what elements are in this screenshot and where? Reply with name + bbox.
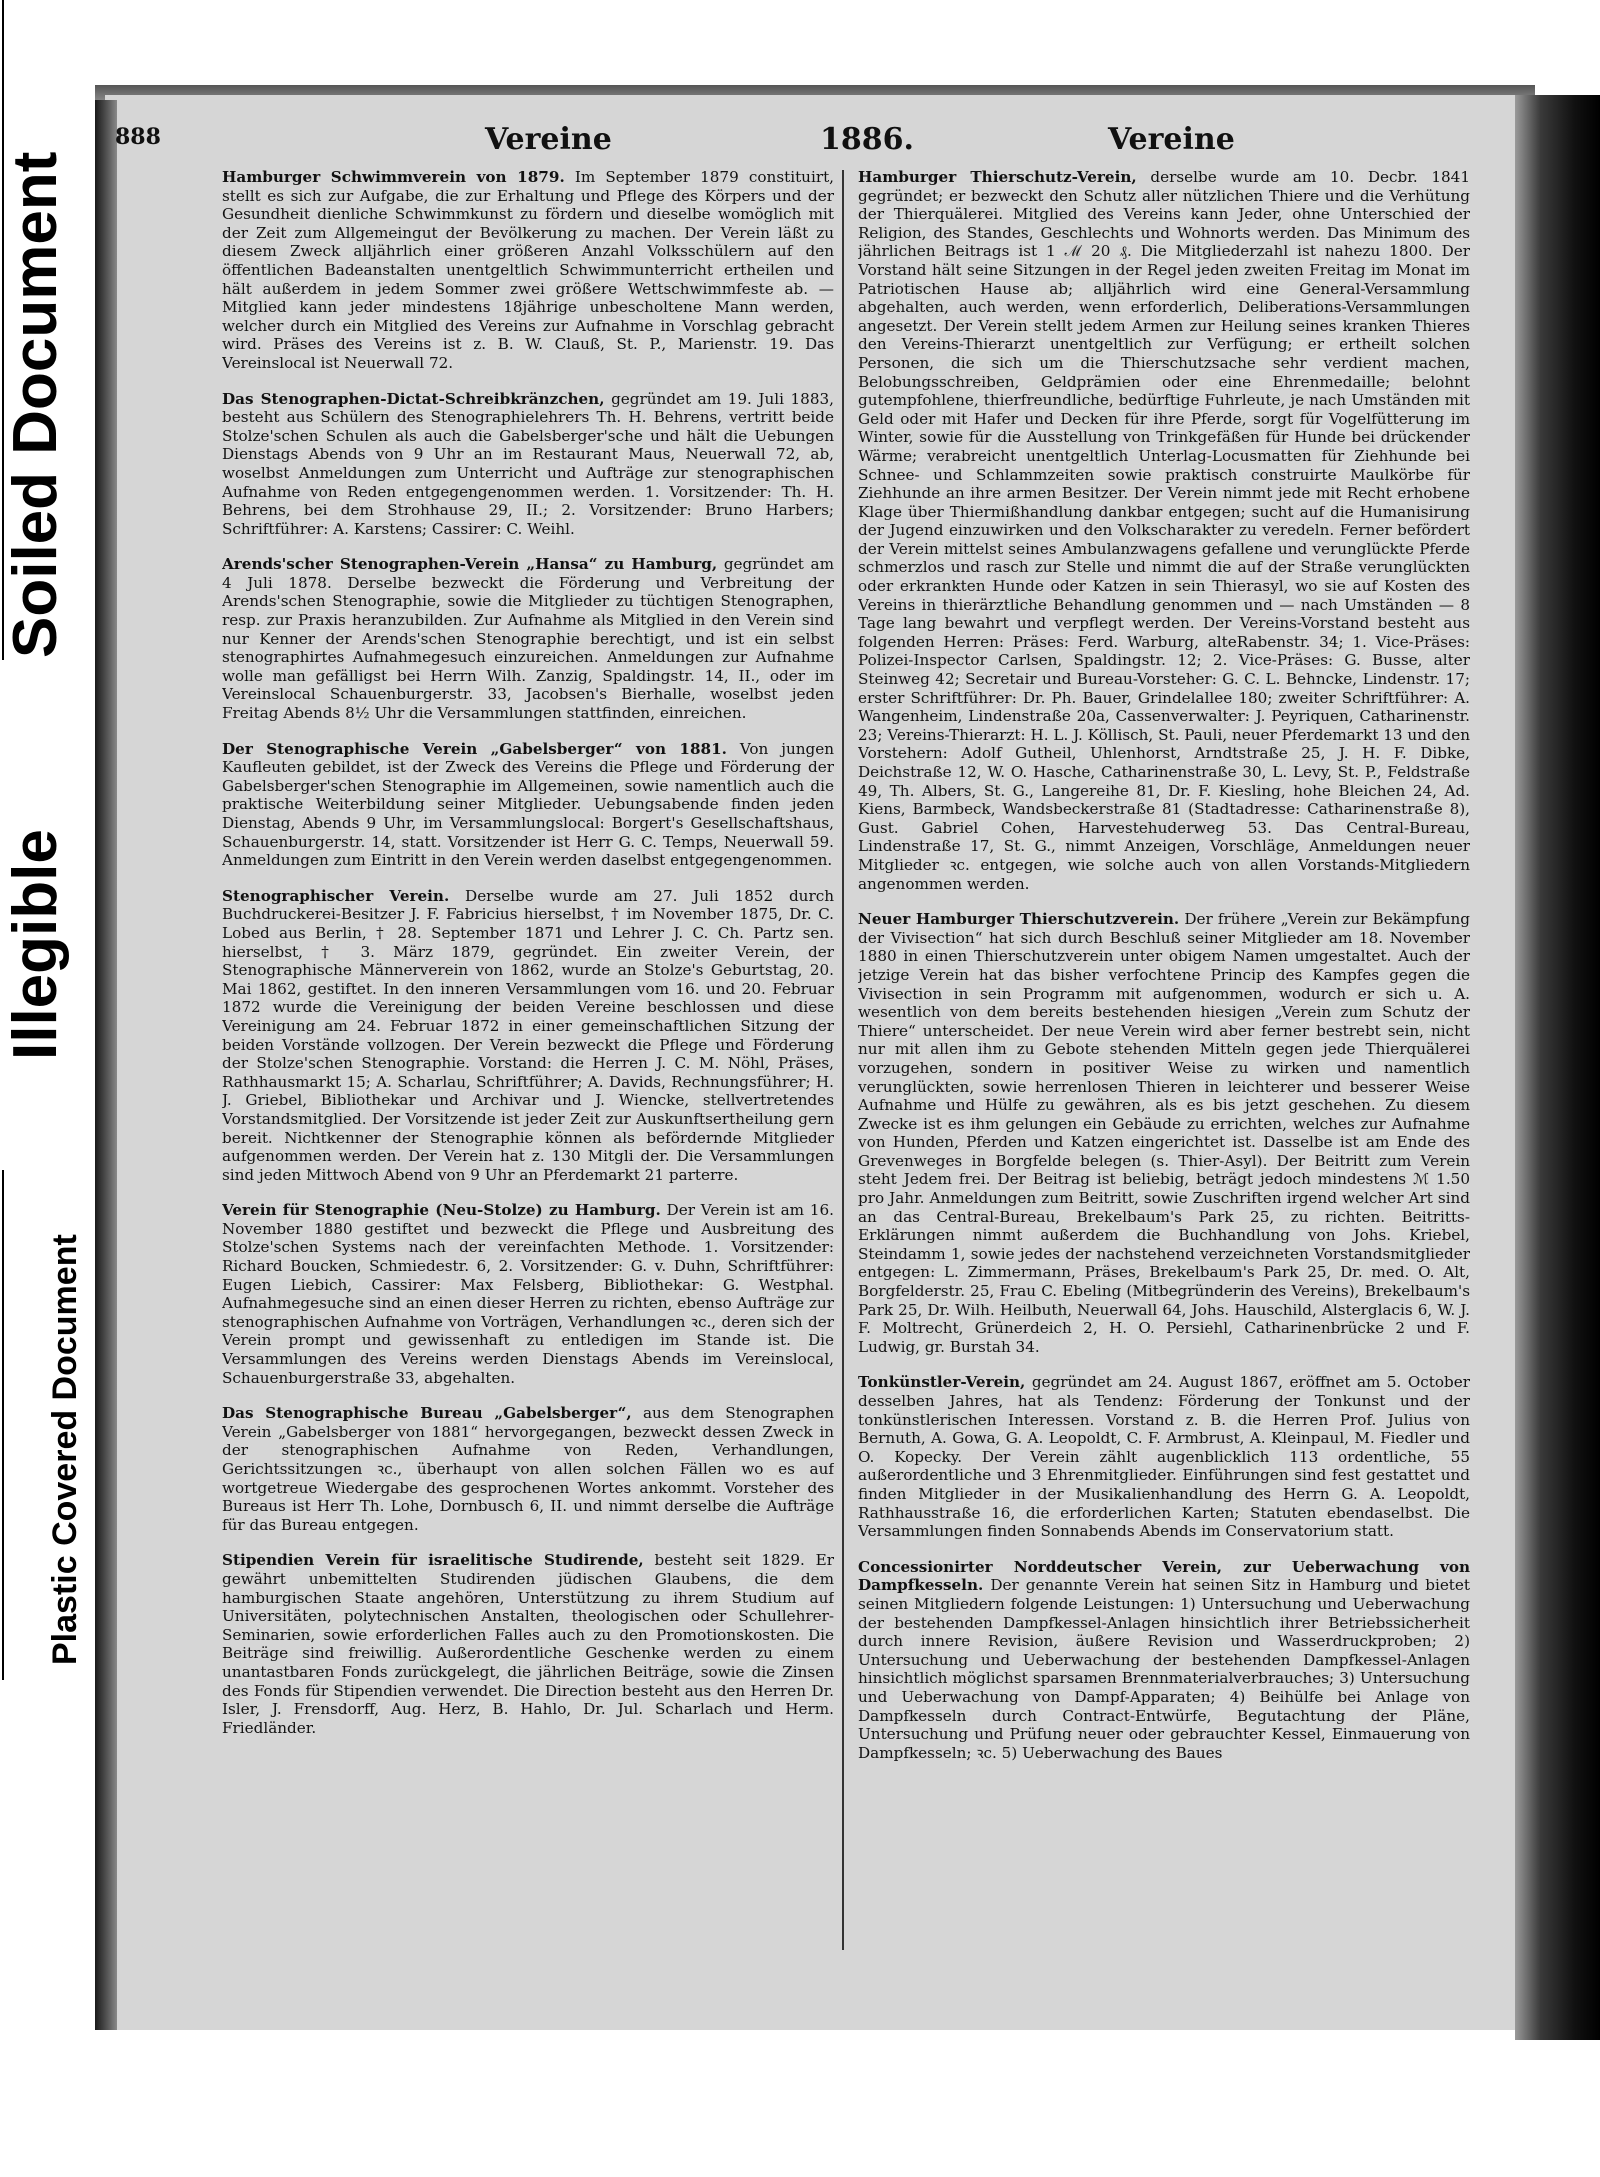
entry-body: aus dem Stenographen Verein „Gabelsberger von 1881“ hervorgegangen, bezweckt dessen Zweck in der stenographischen Aufnahme von Reden, Verhandlungen, Gerichtssitzungen ꝛc., überhaupt von allen solchen Fällen wo es auf wortgetreue Wiedergabe des gesprochenen Wortes ankommt. Vorsteher des Bureaus ist Herr Th. Lohe, Dornbusch 6, II. und nimmt derselbe die Aufträge für das Bureau entgegen. bbox=[222, 1404, 834, 1534]
entry bbox=[858, 1373, 1470, 1540]
running-head-right: Vereine bbox=[1108, 122, 1235, 157]
running-head-left: Vereine bbox=[485, 122, 612, 157]
entry bbox=[222, 168, 834, 373]
entry bbox=[222, 555, 834, 722]
left-column bbox=[222, 168, 834, 1963]
stamp-strip bbox=[0, 0, 95, 2177]
entry bbox=[222, 887, 834, 1185]
entry bbox=[858, 168, 1470, 893]
soiled-stamp: Soiled Document bbox=[1, 151, 70, 658]
entry bbox=[222, 1404, 834, 1534]
entry-title: Das Stenographische Bureau „Gabelsberger“, bbox=[222, 1404, 632, 1423]
illegible-stamp: Illegible bbox=[1, 829, 70, 1060]
entry-body: Derselbe wurde am 27. Juli 1852 durch Buchdruckerei-Besitzer J. F. Fabricius hierselbst, † im November 1875, Dr. C. Lobed aus Berlin, † 28. September 1871 und Lehrer J. C. Ch. Partz sen. hierselbst, † 3. März 1879, gegründet. Ein zweiter Verein, der Stenographische Männerverein von 1862, wurde an Stolze's Geburtstag, 20. Mai 1862, gestiftet. In den inneren Versammlungen vom 16. und 20. Februar 1872 wurde die Vereinigung der beiden Vereine beschlossen und diese Vereinigung am 24. Februar 1872 in einer gemeinschaftlichen Sitzung der beiden Vorstände vollzogen. Der Verein bezweckt die Pflege und Förderung der Stolze'schen Stenographie. Vorstand: die Herren J. C. M. Nöhl, Präses, Rathhausmarkt 15; A. Scharlau, Schriftführer; A. Davids, Rechnungsführer; H. J. Griebel, Bibliothekar und Archivar und J. Wiencke, stellvertretendes Vorstandsmitglied. Der Vorsitzende ist jeder Zeit zur Auskunftsertheilung gern bereit. Nichtkenner der Stenographie können als befördernde Mitglieder aufgenommen werden. Der Verein hat z. 130 Mitgli der. Die Versammlungen sind jeden Mittwoch Abend von 9 Uhr an Pferdemarkt 21 parterre. bbox=[222, 886, 834, 1184]
entry bbox=[858, 1558, 1470, 1763]
entry-title: Hamburger Schwimmverein von 1879. bbox=[222, 168, 565, 186]
entry-title: Stipendien Verein für israelitische Studirende, bbox=[222, 1551, 644, 1570]
plastic-stamp: Plastic Covered Document bbox=[46, 1234, 84, 1665]
right-column bbox=[858, 168, 1470, 1963]
column-divider bbox=[842, 170, 844, 1950]
entry-body: gegründet am 24. August 1867, eröffnet am 5. October desselben Jahres, hat als Tendenz: Förderung der Tonkunst und der tonkünstlerischen Interessen. Vorstand z. B. die Herren Prof. Julius von Bernuth, A. Gowa, G. A. Leopoldt, C. F. Armbrust, A. Kleinpaul, M. Fiedler und O. Kopecky. Der Verein zählt augenblicklich 113 ordentliche, 55 außerordentliche und 3 Ehrenmitglieder. Einführungen sind fest gestattet und finden Mitglieder in der Musikalienhandlung des Herrn G. A. Leopoldt, Rathhausstraße 16, die erforderlichen Karten; Statuten ebendaselbst. Die Versammlungen finden Sonnabends Abends im Conservatorium statt. bbox=[858, 1373, 1470, 1541]
entry-title: Tonkünstler-Verein, bbox=[858, 1373, 1026, 1392]
entry-body: Der frühere „Verein zur Bekämpfung der Vivisection“ hat sich durch Beschluß seiner Mitglieder am 18. November 1880 in einen Thierschutzverein unter obigem Namen umgestaltet. Auch der jetzige Verein hat das bisher verfochtene Princip des Kampfes gegen die Vivisection in sein Programm mit aufgenommen, wodurch er sich u. A. wesentlich von dem bereits bestehenden hiesigen „Verein zum Schutz der Thiere“ unterscheidet. Der neue Verein wird aber ferner bestrebt sein, nicht nur mit allen ihm zu Gebote stehenden Mitteln gegen jede Thierquälerei vorzugehen, sondern in positiver Weise zu wirken und namentlich verunglückten, sowie herrenlosen Thieren in leichterer und besserer Weise Aufnahme und Hülfe zu gewähren, als es bis jetzt geschehen. Zu diesem Zwecke ist es ihm gelungen ein Gebäude zu errichten, welches zur Aufnahme von Hunden, Pferden und Katzen eingerichtet ist. Dasselbe ist am Ende des Grevenweges in Borgfelde belegen (s. Thier-Asyl). Der Beitritt zum Verein steht Jedem frei. Der Beitrag ist beliebig, beträgt jedoch mindestens ℳ 1.50 pro Jahr. Anmeldungen zum Beitritt, sowie Zuschriften irgend welcher Art sind an das Central-Bureau, Brekelbaum's Park 25, zu richten. Beitritts-Erklärungen nimmt außerdem die Buchhandlung von Johs. Kriebel, Steindamm 1, sowie jedes der nachstehend verzeichneten Vorstandsmitglieder entgegen: L. Zimmermann, Präses, Brekelbaum's Park 25, Dr. med. O. Alt, Borgfelderstr. 25, Frau C. Ebeling (Mitbegründerin des Vereins), Brekelbaum's Park 25, Dr. Wilh. Heilbuth, Neuerwall 64, Johs. Hauschild, Alsterglacis 6, W. J. F. Moltrecht, Grünerdeich 2, H. O. Persiehl, Catharinenbrücke 2 und F. Ludwig, gr. Burstah 34. bbox=[858, 910, 1470, 1356]
entry bbox=[222, 1551, 834, 1737]
entry-title: Der Stenographische Verein „Gabelsberger“ von 1881. bbox=[222, 739, 727, 758]
entry-title: Concessionirter Norddeutscher Verein, zur Ueberwachung von Dampfkesseln. bbox=[858, 1557, 1470, 1595]
entry-body: gegründet am 19. Juli 1883, besteht aus Schülern des Stenographielehrers Th. H. Behrens, vertritt beide Stolze'schen Schulen als auch die Gabelsberger'sche und hält die Uebungen Dienstags Abends von 9 Uhr an im Restaurant Maus, Neuerwall 72, ab, woselbst Anmeldungen zum Unterricht und Aufträge zur stenographischen Aufnahme von Reden entgegengenommen werden. 1. Vorsitzender: Th. H. Behrens, bei dem Strohhause 29, II.; 2. Vorsitzender: Bruno Harbers; Schriftführer: A. Karstens; Cassirer: C. Weihl. bbox=[222, 389, 834, 538]
entry-title: Neuer Hamburger Thierschutzverein. bbox=[858, 910, 1180, 929]
entry-body: besteht seit 1829. Er gewährt unbemittelten Studirenden jüdischen Glaubens, die dem hamburgischen Staate angehören, Unterstützung zu ihrem Studium auf Universitäten, polytechnischen Anstalten, theologischen oder Schullehrer-Seminarien, sowie erforderlichen Falles auch zu den Promotionskosten. Die Beiträge sind freiwillig. Außerordentliche Geschenke werden zu einem unantastbaren Fonds zurückgelegt, die jährlichen Beiträge, sowie die Zinsen des Fonds für Stipendien verwendet. Die Direction besteht aus den Herren Dr. Isler, J. Frensdorff, Aug. Herz, B. Hahlo, Dr. Jul. Scharlach und Herm. Friedländer. bbox=[222, 1551, 834, 1737]
entry bbox=[222, 1201, 834, 1387]
entry bbox=[222, 390, 834, 539]
entry-title: Verein für Stenographie (Neu-Stolze) zu Hamburg. bbox=[222, 1201, 661, 1220]
entry-title: Stenographischer Verein. bbox=[222, 886, 450, 905]
entry-title: Hamburger Thierschutz-Verein, bbox=[858, 168, 1137, 186]
entry-body: Der genannte Verein hat seinen Sitz in Hamburg und bietet seinen Mitgliedern folgende Leistungen: 1) Untersuchung und Ueberwachung der bestehenden Dampfkessel-Anlagen hinsichtlich ihrer Betriebssicherheit durch innere Revision, äußere Revision und Wasserdruckproben; 2) Untersuchung und Ueberwachung der bestehenden Dampfkessel-Anlagen hinsichtlich möglichst sparsamen Brennmaterialverbrauches; 3) Untersuchung und Ueberwachung von Dampf-Apparaten; 4) Beihülfe bei Anlage von Dampfkesseln durch Contract-Entwürfe, Begutachtung der Pläne, Untersuchung und Prüfung neuer oder gebrauchter Kessel, Einmauerung von Dampfkesseln; ꝛc. 5) Ueberwachung des Baues bbox=[858, 1576, 1470, 1762]
entry-body: Von jungen Kaufleuten gebildet, ist der Zweck des Vereins die Pflege und Förderung der Gabelsberger'schen Stenographie im Allgemeinen, sowie namentlich auch die praktische Weiterbildung seiner Mitglieder. Uebungsabende finden jeden Dienstag, Abends 9 Uhr, im Versammlungslocal: Borgert's Gesellschaftshaus, Schauenburgerstr. 14, statt. Vorsitzender ist Herr G. C. Temps, Neuerwall 59. Anmeldungen zum Eintritt in den Verein werden daselbst entgegengenommen. bbox=[222, 739, 834, 870]
page-left-edge bbox=[95, 100, 117, 2030]
stamp-rule bbox=[2, 1170, 4, 1680]
running-head-year: 1886. bbox=[820, 122, 914, 157]
entry-body: Der Verein ist am 16. November 1880 gestiftet und bezweckt die Pflege und Ausbreitung des Stolze'schen Systems nach der vereinfachten Methode. 1. Vorsitzender: Richard Boucken, Schmiedestr. 6, 2. Vorsitzender: G. v. Duhn, Schriftführer: Eugen Liebich, Cassirer: Max Felsberg, Bibliothekar: G. Westphal. Aufnahmegesuche sind an einen dieser Herren zu richten, ebenso Aufträge zur stenographischen Aufnahme von Vorträgen, Verhandlungen ꝛc., deren sich der Verein prompt und gewissenhaft zu entledigen im Stande ist. Die Versammlungen des Vereins werden Dienstags Abends im Vereinslocal, Schauenburgerstraße 33, abgehalten. bbox=[222, 1201, 834, 1387]
entry bbox=[858, 910, 1470, 1356]
entry-title: Arends'scher Stenographen-Verein „Hansa“ zu Hamburg, bbox=[222, 555, 718, 574]
page-right-edge bbox=[1515, 95, 1600, 2040]
entry bbox=[222, 740, 834, 870]
entry-body: derselbe wurde am 10. Decbr. 1841 gegründet; er bezweckt den Schutz aller nützlichen Thiere und die Verhütung der Thierquälerei. Mitglied des Vereins kann Jeder, ohne Unterschied der Religion, des Standes, Geschlechts und Wohnorts werden. Das Minimum des jährlichen Beitrags ist 1 ℳ 20 ₰. Die Mitgliederzahl ist nahezu 1800. Der Vorstand hält seine Sitzungen in der Regel jeden zweiten Freitag im Monat im Patriotischen Hause ab; alljährlich wird eine General-Versammlung abgehalten, auch werden, wenn erforderlich, Deliberations-Versammlungen angesetzt. Der Verein stellt jedem Armen zur Heilung seines kranken Thieres den Vereins-Thierarzt unentgeltlich zur Verfügung; er ertheilt solchen Personen, die sich um die Thierschutzsache sehr verdient machen, Belobungsschreiben, Geldprämien oder eine Ehrenmedaille; belohnt gutempfohlene, thierfreundliche, bedürftige Fuhrleute, je nach Umständen mit Geld oder mit Hafer und Decken für ihre Pferde, sorgt für Vogelfütterung im Winter, sowie für die Ausstellung von Trinkgefäßen für Hunde bei drückender Wärme; verabreicht unentgeltlich Unterlag-Locusmatten für Ziehhunde bei Schnee- und Schlammzeiten sowie praktisch construirte Maulkörbe für Ziehhunde an ihre armen Besitzer. Der Verein nimmt jede mit Recht erhobene Klage über Thiermißhandlung dankbar entgegen; sucht auf die Humanisirung der Jugend einzuwirken und den Volkscharakter zu veredeln. Ferner befördert der Verein mittelst seines Ambulanzwagens gefallene und verunglückte Pferde schmerzlos und rasch zur Stelle und nimmt die auf der Straße verunglückten oder erkrankten Hunde oder Katzen in sein Thierasyl, wo sie auf Kosten des Vereins in thierärztliche Behandlung genommen und — nach Umständen — 8 Tage lang bewahrt und verpflegt werden. Der Vereins-Vorstand besteht aus folgenden Herren: Präses: Ferd. Warburg, alteRabenstr. 34; 1. Vice-Präses: Polizei-Inspector Carlsen, Spaldingstr. 12; 2. Vice-Präses: G. Busse, alter Steinweg 42; Secretair und Bureau-Vorsteher: G. C. L. Behncke, Lindenstr. 17; erster Schriftführer: Dr. Ph. Bauer, Grindelallee 180; zweiter Schriftführer: A. Wangenheim, Lindenstraße 20a, Cassenverwalter: J. Peyriquen, Catharinenstr. 23; Vereins-Thierarzt: H. L. J. Köllisch, St. Pauli, neuer Pferdemarkt 13 und den Vorstehern: Adolf Gutheil, Uhlenhorst, Arndtstraße 25, J. H. F. Dibke, Deichstraße 12, W. O. Hasche, Catharinenstraße 30, L. Levy, St. P., Feldstraße 49, Th. Albers, St. G., Langereihe 81, Dr. F. Kiesling, hohe Bleichen 24, Ad. Kiens, Barmbeck, Wandsbeckerstraße 81 (Stadtadresse: Catharinenstraße 8), Gust. Gabriel Cohen, Harvestehuderweg 53. Das Central-Bureau, Lindenstraße 17, St. G., nimmt Anzeigen, Vorschläge, Anmeldungen neuer Mitglieder ꝛc. entgegen, wie solche auch von allen Vorstands-Mitgliedern angenommen werden. bbox=[858, 168, 1470, 893]
entry-body: gegründet am 4 Juli 1878. Derselbe bezweckt die Förderung und Verbreitung der Arends'schen Stenographie, sowie die Mitglieder zu tüchtigen Stenographen, resp. zur Praxis heranzubilden. Zur Aufnahme als Mitglied in den Verein sind nur Kenner der Arends'schen Stenographie berechtigt, und ist ein selbst stenographirtes Aufnahmegesuch einzureichen. Anmeldungen zur Aufnahme wolle man gefälligst bei Herrn Wilh. Zanzig, Spaldingstr. 14, II., oder im Vereinslocal Schauenburgerstr. 33, Jacobsen's Bierhalle, woselbst jeden Freitag Abends 8½ Uhr die Versammlungen stattfinden, einreichen. bbox=[222, 555, 834, 723]
entry-title: Das Stenographen-Dictat-Schreibkränzchen, bbox=[222, 389, 605, 408]
page-number: 888 bbox=[115, 124, 161, 150]
entry-body: Im September 1879 constituirt, stellt es sich zur Aufgabe, die zur Erhaltung und Pflege des Körpers und der Gesundheit dienliche Schwimmkunst zu fördern und dieselbe womöglich mit der Zeit zum Allgemeingut der Bevölkerung zu machen. Der Verein läßt zu diesem Zweck alljährlich einer größeren Anzahl Volksschülern auf den öffentlichen Badeanstalten unentgeltlich Schwimmunterricht ertheilen und hält außerdem in jedem Sommer zwei größere Wettschwimmfeste ab. — Mitglied kann jeder mindestens 18jährige unbescholtene Mann werden, welcher durch ein Mitglied des Vereins zur Aufnahme in Vorschlag gebracht wird. Präses des Vereins ist z. B. W. Clauß, St. P., Marienstr. 19. Das Vereinslocal ist Neuerwall 72. bbox=[222, 168, 834, 372]
